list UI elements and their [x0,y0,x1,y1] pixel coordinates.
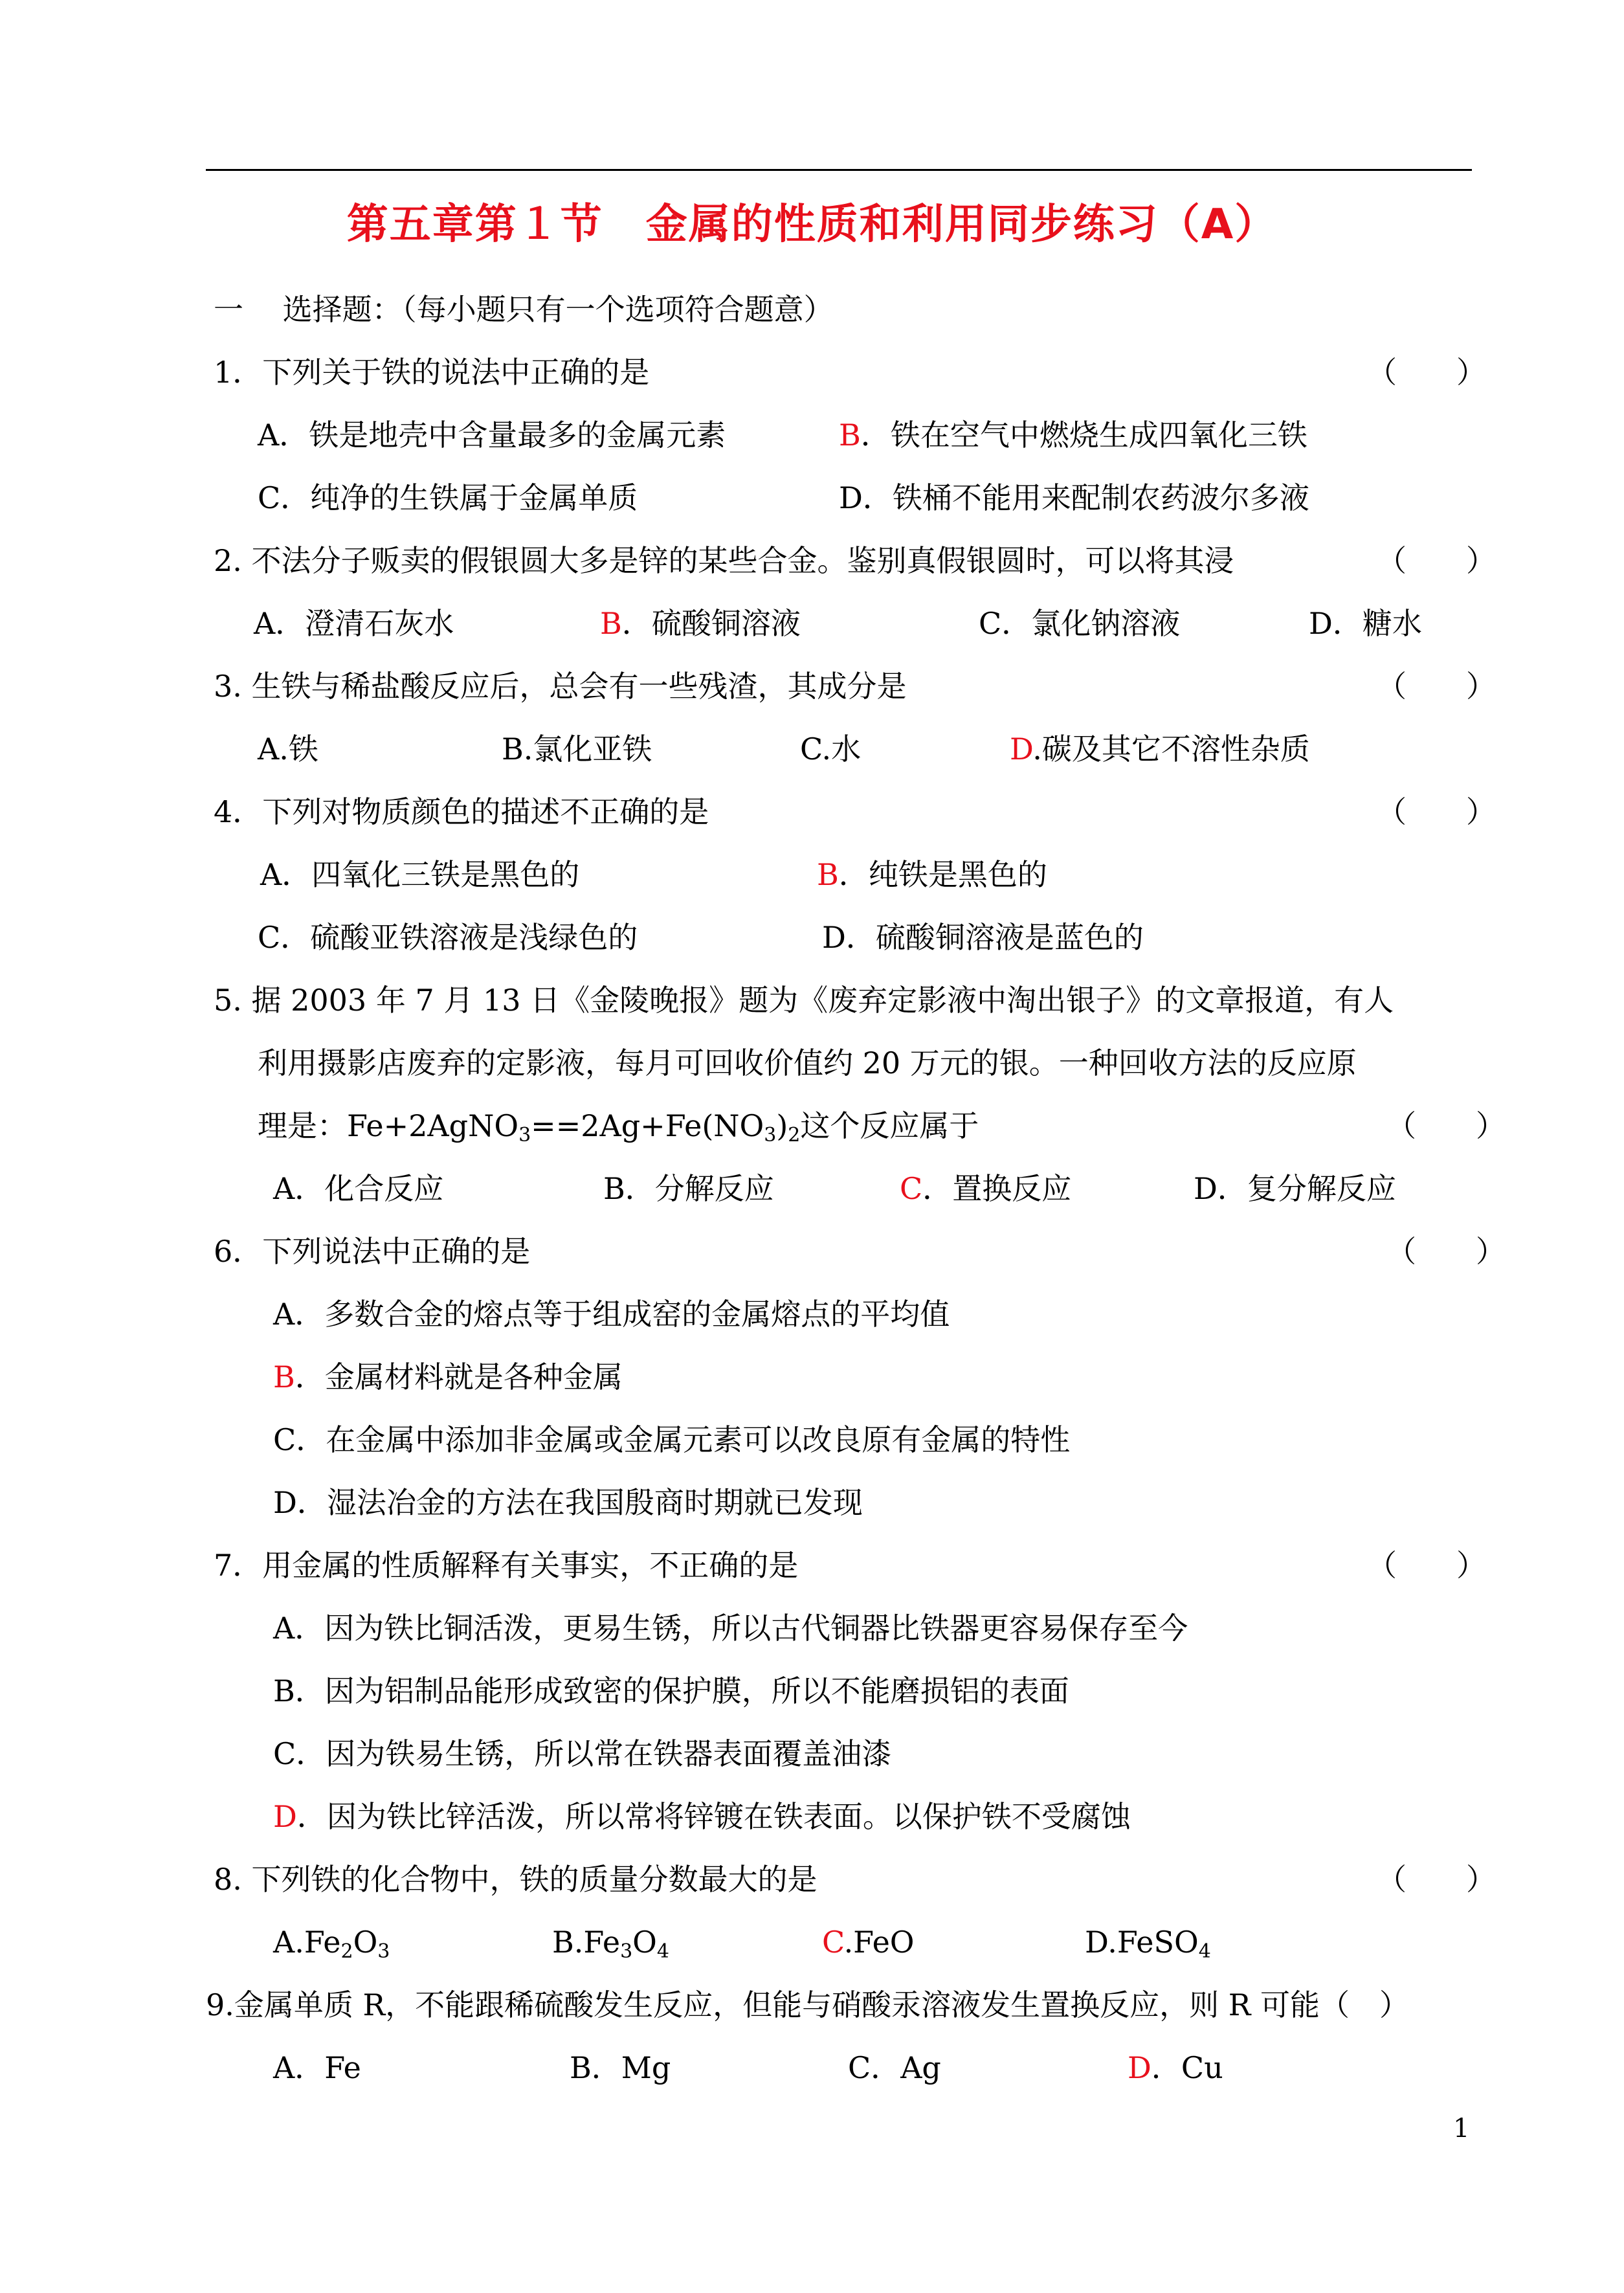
question-5-line-2: 利用摄影店废弃的定影液，每月可回收价值约 20 万元的银。一种回收方法的反应原 [258,1046,1357,1080]
answer-letter: D [1128,2050,1151,2085]
question-8-option-d [1085,1923,1211,1962]
question-3-option-b: B.氯化亚铁 [502,732,652,766]
answer-letter: B [839,418,861,453]
question-2-option-c: C．氯化钠溶液 [979,606,1181,641]
question-1-answer-blank: （ ） [1367,355,1486,390]
question-7-option-d [273,1797,1131,1836]
question-8-stem: 8. 下列铁的化合物中，铁的质量分数最大的是 [214,1862,818,1897]
formula-text: O [353,1925,378,1960]
option-text: .FeO [843,1925,915,1960]
question-8-option-b [552,1923,669,1962]
formula-text: B.Fe [552,1925,621,1960]
question-4-option-b [817,855,1047,894]
question-2-option-b [600,604,801,643]
formula-text: A.Fe [273,1925,341,1960]
question-7-stem: 7．用金属的性质解释有关事实，不正确的是 [214,1548,799,1583]
option-text: ．Cu [1151,2050,1223,2085]
question-4-stem: 4．下列对物质颜色的描述不正确的是 [214,794,709,829]
question-9-option-a: A．Fe [273,2050,361,2085]
answer-letter: C [822,1925,844,1960]
question-1-option-b [839,416,1307,454]
question-9-stem: 9.金属单质 R，不能跟稀硫酸发生反应，但能与硝酸汞溶液发生置换反应，则 R 可能（ ） [206,1987,1410,2022]
question-4-option-a: A．四氧化三铁是黑色的 [260,857,580,892]
subscript: 3 [377,1940,390,1963]
question-3-option-d [1010,730,1310,768]
option-text: ．置换反应 [922,1171,1072,1206]
section-heading: 一 选择题：（每小题只有一个选项符合题意） [214,292,834,327]
subscript: 3 [620,1940,633,1963]
question-6-option-c: C．在金属中添加非金属或金属元素可以改良原有金属的特性 [273,1422,1071,1457]
question-1-stem: 1．下列关于铁的说法中正确的是 [214,355,650,390]
question-5-line-1: 5. 据 2003 年 7 月 13 日《金陵晚报》题为《废弃定影液中淘出银子》的文章报道，有人 [214,983,1394,1018]
question-6-option-b [273,1358,623,1396]
question-5-line-3 [258,1106,979,1145]
question-6-answer-blank: （ ） [1386,1234,1506,1269]
answer-letter: B [273,1359,295,1394]
question-6-stem: 6．下列说法中正确的是 [214,1234,531,1269]
question-5-answer-blank: （ ） [1386,1108,1506,1143]
option-text: ．金属材料就是各种金属 [295,1359,623,1394]
page-title: 第五章第１节 金属的性质和利用同步练习（A） [346,201,1278,249]
question-7-option-a: A．因为铁比铜活泼，更易生锈，所以古代铜器比铁器更容易保存至今 [273,1611,1188,1646]
answer-letter: B [600,606,622,641]
question-2-answer-blank: （ ） [1377,543,1496,578]
equation-text: 理是：Fe+2AgNO [258,1108,519,1143]
question-3-answer-blank: （ ） [1377,669,1496,704]
question-4-option-d: D．硫酸铜溶液是蓝色的 [822,920,1144,955]
equation-text: ==2Ag+Fe(NO [531,1108,764,1143]
subscript: 2 [788,1124,801,1146]
answer-letter: D [1010,732,1033,766]
subscript: 4 [656,1940,669,1963]
equation-text: ) [776,1108,788,1143]
question-9-option-d [1128,2048,1223,2087]
question-2-option-a: A．澄清石灰水 [254,606,454,641]
question-5-option-a: A．化合反应 [273,1171,444,1206]
answer-letter: B [817,857,839,892]
answer-letter: D [273,1799,297,1834]
question-6-option-a: A．多数合金的熔点等于组成窑的金属熔点的平均值 [273,1297,950,1332]
question-2-stem: 2. 不法分子贩卖的假银圆大多是锌的某些合金。鉴别真假银圆时，可以将其浸 [214,543,1234,578]
option-text: ．纯铁是黑色的 [838,857,1047,892]
question-4-option-c: C．硫酸亚铁溶液是浅绿色的 [258,920,638,955]
page-number: 1 [1453,2114,1470,2143]
question-8-option-a [273,1923,390,1962]
question-5-option-d: D．复分解反应 [1194,1171,1396,1206]
question-3-option-a: A.铁 [258,732,318,766]
option-text: .碳及其它不溶性杂质 [1032,732,1310,766]
question-9-option-b: B．Mg [570,2050,671,2085]
subscript: 2 [340,1940,353,1963]
question-5-option-b: B．分解反应 [603,1171,774,1206]
question-4-answer-blank: （ ） [1377,794,1496,829]
question-1-option-a: A．铁是地壳中含量最多的金属元素 [258,418,726,453]
question-6-option-d: D．湿法冶金的方法在我国殷商时期就已发现 [273,1485,863,1520]
question-5-option-c [900,1169,1071,1208]
equation-text: 这个反应属于 [800,1108,979,1143]
question-7-answer-blank: （ ） [1367,1548,1486,1583]
answer-letter: C [900,1171,923,1206]
formula-text: D.FeSO [1085,1925,1199,1960]
question-8-option-c [822,1923,915,1962]
question-3-stem: 3. 生铁与稀盐酸反应后，总会有一些残渣，其成分是 [214,669,907,704]
option-text: ．硫酸铜溶液 [621,606,801,641]
question-7-option-b: B．因为铝制品能形成致密的保护膜，所以不能磨损铝的表面 [273,1673,1069,1708]
header-rule [206,169,1472,171]
question-8-answer-blank: （ ） [1377,1862,1496,1897]
subscript: 3 [764,1124,777,1146]
question-1-option-d: D．铁桶不能用来配制农药波尔多液 [839,480,1309,515]
question-1-option-c: C．纯净的生铁属于金属单质 [258,480,638,515]
question-7-option-c: C．因为铁易生锈，所以常在铁器表面覆盖油漆 [273,1736,892,1771]
question-2-option-d: D．糖水 [1309,606,1422,641]
formula-text: O [632,1925,657,1960]
question-9-option-c: C．Ag [848,2050,941,2085]
option-text: ．铁在空气中燃烧生成四氧化三铁 [860,418,1307,453]
question-3-option-c: C.水 [800,732,862,766]
subscript: 4 [1198,1940,1211,1963]
subscript: 3 [518,1124,531,1146]
option-text: ．因为铁比锌活泼，所以常将锌镀在铁表面。以保护铁不受腐蚀 [296,1799,1131,1834]
